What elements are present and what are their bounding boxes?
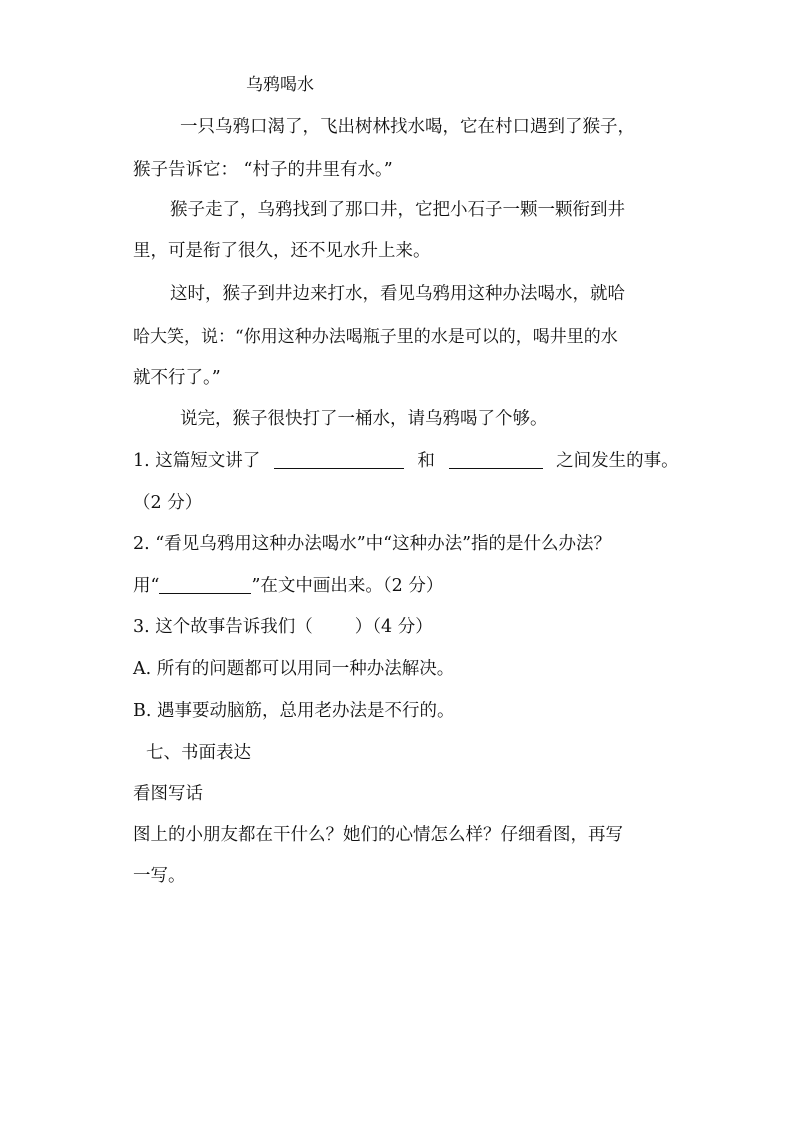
section-7-subheading: 看图写话: [133, 784, 203, 804]
story-p3-line2: 哈大笑，说：“你用这种办法喝瓶子里的水是可以的，喝井里的水: [133, 327, 618, 347]
story-p2-line2: 里，可是衔了很久，还不见水升上来。: [133, 241, 431, 261]
question-2-line1: 2. “看见乌鸦用这种办法喝水”中“这种办法”指的是什么办法？: [133, 534, 612, 554]
answer-blank-2[interactable]: [449, 451, 543, 470]
option-b: B. 遇事要动脑筋，总用老办法是不行的。: [133, 701, 455, 721]
question-2-text-a: 用“: [133, 576, 160, 596]
section-7-prompt-line2: 一写。: [133, 866, 186, 886]
answer-blank-1[interactable]: [274, 451, 404, 470]
question-2-text-b: ”在文中画出来。（2 分）: [251, 576, 444, 596]
question-1-score: （2 分）: [133, 493, 203, 513]
section-7-heading: 七、书面表达: [146, 743, 251, 763]
question-1-text-a: 1. 这篇短文讲了: [133, 451, 261, 471]
option-a: A. 所有的问题都可以用同一种办法解决。: [133, 659, 455, 679]
story-p4: 说完，猴子很快打了一桶水，请乌鸦喝了个够。: [180, 409, 548, 429]
question-1: [133, 447, 679, 472]
question-1-and: 和: [417, 451, 435, 471]
story-p3-line3: 就不行了。”: [133, 368, 221, 388]
question-3: [133, 613, 433, 638]
story-p1-line1: 一只乌鸦口渴了，飞出树林找水喝，它在村口遇到了猴子，: [180, 117, 635, 137]
story-title: 乌鸦喝水: [246, 75, 314, 95]
question-1-text-b: 之间发生的事。: [556, 451, 679, 471]
question-2-line2: [133, 572, 443, 597]
answer-blank-3[interactable]: [159, 576, 251, 595]
question-3-text: 3. 这个故事告诉我们（: [133, 617, 313, 637]
story-p3-line1: 这时，猴子到井边来打水，看见乌鸦用这种办法喝水，就哈: [170, 284, 625, 304]
story-p1-line2: 猴子告诉它： “村子的井里有水。”: [133, 160, 393, 180]
question-3-score: ）（4 分）: [354, 617, 433, 637]
section-7-prompt-line1: 图上的小朋友都在干什么？她们的心情怎么样？仔细看图，再写: [133, 825, 623, 845]
story-p2-line1: 猴子走了，乌鸦找到了那口井，它把小石子一颗一颗衔到井: [170, 200, 625, 220]
